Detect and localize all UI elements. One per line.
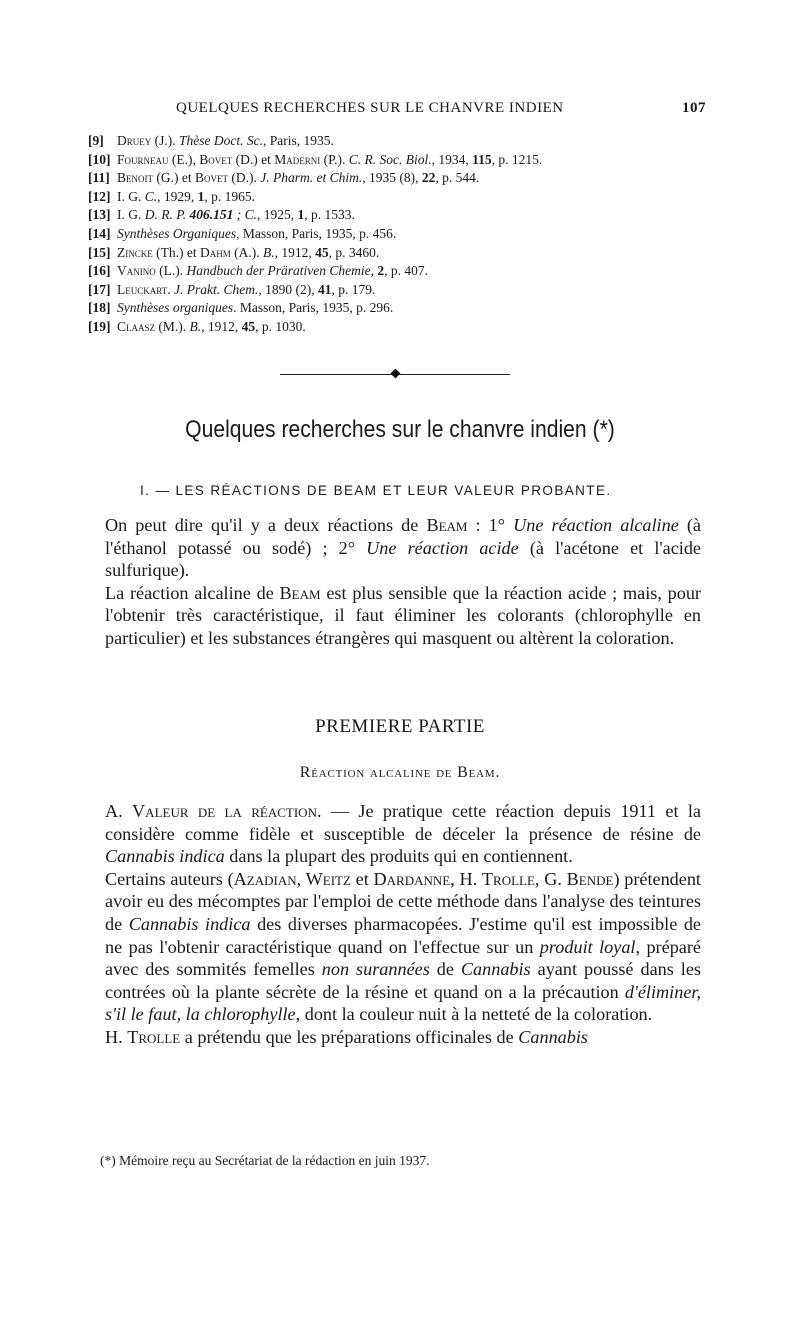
- text-run: C. R. Soc. Biol.: [348, 151, 432, 167]
- paragraph: [105, 514, 701, 582]
- text-run: , dont la couleur nuit à la netteté de la coloration.: [295, 1004, 653, 1025]
- text-run: (M.).: [155, 318, 190, 334]
- text-run: A.: [105, 801, 133, 821]
- text-run: d'éliminer, s'il le faut, la chlorophylle: [105, 981, 701, 1025]
- text-run: Une réaction alcaline: [513, 515, 679, 535]
- text-run: I. G.: [117, 207, 145, 223]
- text-run: , Masson, Paris, 1935, p. 456.: [236, 225, 397, 241]
- intro-text: [105, 514, 701, 650]
- text-run: , 1935 (8),: [362, 170, 422, 186]
- reference-item: [88, 318, 708, 337]
- text-run: (J.).: [151, 133, 179, 148]
- text-run: Bovet: [199, 151, 233, 167]
- reference-number: [10]: [88, 151, 111, 167]
- reference-item: [88, 151, 708, 170]
- text-run: Synthèses organiques: [117, 300, 234, 316]
- text-run: Certains auteurs (: [105, 868, 234, 889]
- reference-item: [88, 244, 708, 263]
- reference-number: [12]: [88, 188, 111, 204]
- text-run: , p. 3460.: [328, 244, 380, 260]
- text-run: (à l'éthanol potassé ou sodé) ; 2°: [105, 515, 701, 558]
- running-title: QUELQUES RECHERCHES SUR LE CHANVRE INDIEN: [176, 100, 564, 116]
- text-run: ayant poussé dans les contrées où la plante sécrète de la résine et quand on a la précaution: [105, 959, 701, 1002]
- text-run: , 1929,: [157, 188, 198, 204]
- text-run: Bovet: [194, 170, 228, 186]
- text-run: Fourneau: [117, 151, 169, 167]
- text-run: Synthèses Organiques: [117, 225, 237, 241]
- text-run: J. Pharm. et Chim.: [260, 170, 363, 186]
- reference-number: [16]: [88, 263, 111, 279]
- text-run: 41: [317, 281, 332, 297]
- reference-item: [88, 262, 708, 281]
- reference-item: [88, 225, 708, 244]
- reference-number: [19]: [88, 318, 111, 334]
- text-run: , Paris, 1935.: [262, 133, 334, 148]
- text-run: 115: [472, 151, 492, 167]
- text-run: dans la plupart des produits qui en contiennent.: [224, 846, 573, 867]
- text-run: C.: [144, 188, 158, 204]
- text-run: 1: [297, 207, 305, 223]
- text-run: Trolle: [127, 1026, 181, 1047]
- divider-diamond-icon: [391, 369, 401, 379]
- text-run: (L.).: [155, 263, 187, 279]
- text-run: (Th.) et: [152, 244, 200, 260]
- text-run: (D.).: [227, 170, 261, 186]
- text-run: des diverses pharmacopées. J'estime qu'il est impossible de ne pas l'obtenir caractéristique quand on l'effectue sur un: [105, 913, 701, 957]
- text-run: , p. 1533.: [304, 207, 355, 223]
- sub-heading: Réaction alcaline de Beam.: [299, 764, 501, 781]
- text-run: a prétendu que les préparations officinales de: [180, 1026, 519, 1047]
- text-run: non surannées: [321, 959, 430, 980]
- reference-number: [17]: [88, 281, 111, 297]
- text-run: Azadian, Weitz: [233, 868, 351, 889]
- paragraph: [105, 800, 701, 868]
- reference-item: [88, 206, 708, 225]
- reference-number: [11]: [88, 170, 110, 186]
- text-run: Cannabis: [518, 1026, 588, 1047]
- text-run: H.: [105, 1026, 128, 1047]
- text-run: Benoit: [117, 170, 153, 186]
- text-run: Vanino: [117, 263, 156, 279]
- reference-list: [88, 132, 708, 337]
- text-run: Valeur de la réaction.: [132, 801, 322, 821]
- text-run: 22: [421, 170, 436, 186]
- reference-item: [88, 132, 708, 151]
- text-run: Thèse Doct. Sc.: [179, 133, 263, 148]
- page-number: 107: [682, 100, 706, 116]
- text-run: , G.: [534, 868, 567, 889]
- reference-item: [88, 169, 708, 188]
- text-run: Une réaction acide: [366, 537, 519, 558]
- reference-number: [15]: [88, 244, 111, 260]
- text-run: , p. 1215.: [491, 151, 543, 167]
- text-run: , préparé avec des sommités femelles: [105, 936, 701, 980]
- text-run: — Je pratique cette réaction depuis 1911 et la considère comme fidèle et susceptible de déceler la présence de résine de: [105, 801, 701, 844]
- text-run: . Masson, Paris, 1935, p. 296.: [233, 300, 394, 316]
- text-run: , H.: [450, 868, 482, 889]
- paragraph: [105, 868, 701, 1026]
- text-run: B.: [263, 244, 275, 260]
- text-run: Cannabis: [460, 959, 531, 980]
- text-run: (à l'acétone et l'acide sulfurique).: [105, 537, 702, 581]
- text-run: Handbuch der Prärativen Chemie: [186, 263, 371, 279]
- reference-item: [88, 299, 708, 318]
- text-run: Leuckart: [117, 281, 168, 297]
- text-run: (P.).: [320, 151, 349, 167]
- text-run: , p. 544.: [435, 170, 480, 186]
- text-run: I. G.: [117, 188, 145, 204]
- text-run: La réaction alcaline de: [105, 582, 280, 603]
- text-run: , 1890 (2),: [258, 281, 318, 297]
- text-run: (G.) et: [153, 170, 195, 186]
- reference-item: [88, 281, 708, 300]
- footnote: (*) Mémoire reçu au Secrétariat de la rédaction en juin 1937.: [100, 1153, 430, 1168]
- text-run: Druey: [117, 133, 152, 148]
- text-run: 406.151: [189, 207, 234, 223]
- body-text: [105, 800, 701, 1049]
- text-run: 1: [197, 188, 205, 204]
- article-title: Quelques recherches sur le chanvre indien (*): [185, 416, 615, 443]
- text-run: (D.) et: [232, 151, 275, 167]
- text-run: Cannabis indica: [128, 913, 251, 934]
- text-run: (E.),: [168, 151, 200, 167]
- text-run: Dardanne: [373, 868, 451, 889]
- text-run: (A.).: [230, 244, 263, 260]
- text-run: D. R. P.: [144, 207, 190, 223]
- text-run: et: [350, 868, 374, 889]
- text-run: , p. 1965.: [204, 188, 256, 204]
- text-run: ) prétendent avoir eu des mécomptes par l'emploi de cette méthode dans l'analyse des teintures de: [105, 868, 701, 934]
- text-run: Beam: [426, 515, 468, 535]
- text-run: J. Prakt. Chem.: [173, 281, 259, 297]
- text-run: de: [429, 959, 461, 980]
- text-run: , p. 1030.: [255, 318, 306, 334]
- reference-number: [14]: [88, 225, 111, 241]
- text-run: , 1925,: [257, 207, 298, 223]
- text-run: Cannabis indica: [105, 846, 225, 867]
- text-run: 2: [377, 263, 385, 279]
- text-run: On peut dire qu'il y a deux réactions de: [105, 515, 427, 535]
- text-run: produit loyal: [539, 936, 636, 957]
- text-run: est plus sensible que la réaction acide ; mais, pour l'obtenir très caractéristique, il faut éliminer les colorants (chlorophylle en particulier) et les substances étrangères qui masquent ou altèrent la coloration.: [105, 582, 701, 648]
- section-heading: I. — LES RÉACTIONS DE BEAM ET LEUR VALEUR PROBANTE.: [140, 483, 612, 498]
- text-run: 45: [241, 318, 256, 334]
- text-run: ,: [370, 263, 378, 279]
- text-run: Claasz: [117, 318, 156, 334]
- reference-number: [13]: [88, 207, 111, 223]
- text-run: Dahm: [199, 244, 231, 260]
- text-run: , 1912,: [201, 318, 242, 334]
- text-run: , 1912,: [274, 244, 316, 260]
- text-run: Beam: [279, 582, 321, 603]
- part-heading: PREMIERE PARTIE: [315, 716, 485, 737]
- text-run: .: [167, 281, 174, 297]
- text-run: Zincke: [117, 244, 153, 260]
- text-run: 45: [315, 244, 329, 260]
- reference-number: [9]: [88, 133, 104, 148]
- text-run: , p. 179.: [331, 281, 376, 297]
- text-run: Maderni: [274, 151, 321, 167]
- text-run: Bende: [566, 868, 614, 889]
- paragraph: [105, 1026, 701, 1049]
- reference-item: [88, 188, 708, 207]
- text-run: , 1934,: [431, 151, 473, 167]
- reference-number: [18]: [88, 300, 111, 316]
- text-run: B.: [189, 318, 202, 334]
- text-run: ; C.: [233, 207, 258, 223]
- text-run: : 1°: [467, 515, 514, 535]
- paragraph: [105, 582, 701, 650]
- text-run: Trolle: [481, 868, 535, 889]
- text-run: , p. 407.: [384, 263, 428, 279]
